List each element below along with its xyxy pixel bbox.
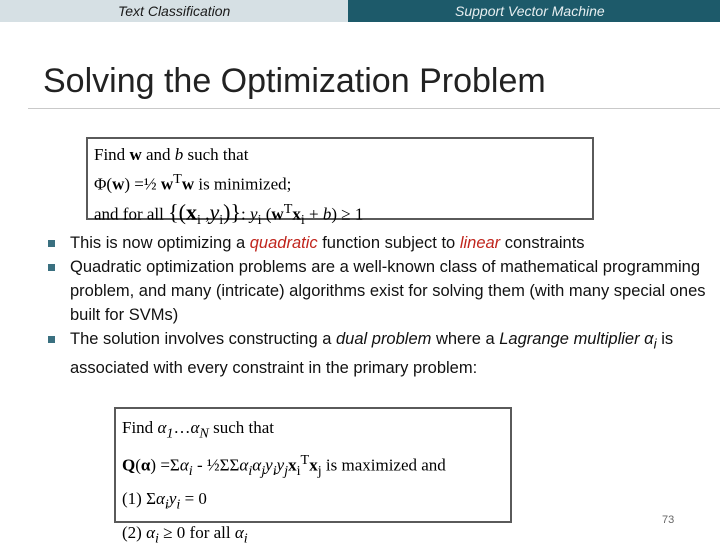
- primal-text: ) ≥ 1: [331, 204, 364, 224]
- dual-alpha: α: [252, 456, 262, 476]
- dual-text: Find: [122, 418, 158, 437]
- dual-line-2: [122, 447, 510, 485]
- bullet-item-dual-problem: [48, 327, 708, 380]
- dual-text: (: [135, 456, 141, 476]
- primal-sub: i: [257, 211, 262, 228]
- bullet-square-icon: [48, 264, 55, 271]
- dual-text: (2): [122, 522, 147, 542]
- primal-text: and for all: [94, 204, 169, 224]
- dual-sub: i: [188, 463, 193, 480]
- dual-sub: 1: [166, 425, 174, 442]
- dual-x: x: [288, 456, 297, 476]
- primal-line-1: [94, 143, 592, 167]
- dual-x: x: [309, 456, 318, 476]
- bullet-emphasis: linear: [459, 234, 501, 252]
- bullet-text: where a: [431, 330, 500, 348]
- dual-alpha: α: [140, 456, 151, 476]
- primal-b: b: [174, 145, 184, 164]
- dual-sub: i: [272, 463, 277, 480]
- bullet-text: This is now optimizing a: [70, 234, 250, 252]
- dual-line-4: [122, 519, 510, 552]
- dual-alpha: α: [239, 456, 249, 476]
- primal-text: Find: [94, 145, 130, 164]
- bullet-item-algorithms: [48, 255, 708, 327]
- dual-sub: i: [164, 496, 169, 513]
- dual-sub: N: [199, 425, 209, 442]
- dual-alpha: α: [155, 489, 165, 509]
- primal-text: (: [261, 204, 272, 224]
- dual-text: = 0: [180, 489, 207, 509]
- primal-y: y: [209, 199, 220, 225]
- slide-title: Solving the Optimization Problem: [43, 62, 546, 100]
- primal-w: w: [129, 145, 142, 164]
- dual-sub: i: [243, 530, 248, 547]
- dual-sub: i: [176, 496, 181, 513]
- primal-x: x: [292, 204, 301, 224]
- dual-alpha: α: [146, 522, 156, 542]
- dual-sub: i: [296, 463, 301, 480]
- primal-x: x: [186, 199, 197, 225]
- primal-transpose: T: [283, 200, 293, 217]
- dual-text: - ½ΣΣ: [192, 456, 240, 476]
- bullet-square-icon: [48, 336, 55, 343]
- bullet-text: is associated with every constraint in the primary problem:: [70, 330, 674, 378]
- primal-text: Φ(: [94, 174, 113, 194]
- primal-text: ) =½: [124, 174, 161, 194]
- dual-text: such that: [208, 418, 274, 437]
- primal-w: w: [181, 174, 195, 194]
- primal-y: y: [250, 204, 258, 224]
- primal-line-3: [94, 197, 592, 232]
- primal-text: and: [141, 145, 175, 164]
- dual-sub: j: [284, 463, 289, 480]
- primal-text: +: [304, 204, 323, 224]
- primal-sub: i: [219, 211, 224, 228]
- title-divider: [28, 108, 720, 109]
- dual-sub: j: [261, 463, 266, 480]
- dual-text: is maximized and: [321, 456, 446, 476]
- bullet-item-quadratic: [48, 231, 708, 255]
- dual-sub: j: [317, 463, 322, 480]
- dual-alpha: α: [190, 418, 200, 437]
- dual-y: y: [168, 489, 177, 509]
- dual-alpha: α: [234, 522, 244, 542]
- dual-y: y: [265, 456, 273, 476]
- dual-Q: Q: [122, 456, 136, 476]
- page-number: 73: [662, 514, 675, 526]
- bullet-italic: Lagrange multiplier α: [499, 330, 654, 348]
- dual-text: …: [173, 418, 191, 437]
- dual-line-1: [122, 414, 510, 447]
- bullet-square-icon: [48, 240, 55, 247]
- primal-w: w: [160, 174, 174, 194]
- primal-b: b: [322, 204, 332, 224]
- header-tab-support-vector-machine: [348, 0, 720, 22]
- dual-sub: i: [248, 463, 253, 480]
- header-bar: [0, 0, 720, 22]
- primal-text: is minimized;: [194, 174, 292, 194]
- bullet-list: [48, 231, 708, 380]
- primal-w: w: [271, 204, 284, 224]
- primal-w: w: [112, 174, 125, 194]
- dual-y: y: [276, 456, 285, 476]
- primal-problem-box: [86, 137, 594, 228]
- primal-sub: i: [197, 211, 201, 228]
- bullet-text: constraints: [500, 234, 585, 252]
- bullet-sub: i: [653, 336, 657, 352]
- primal-sub: i: [300, 211, 305, 228]
- dual-transpose: T: [300, 452, 310, 469]
- dual-problem-box: [114, 407, 512, 547]
- bullet-emphasis: quadratic: [249, 234, 318, 252]
- header-left-label: Text Classification: [118, 3, 231, 19]
- dual-alpha: α: [179, 456, 189, 476]
- primal-text: :: [241, 204, 251, 224]
- primal-transpose: T: [173, 171, 182, 187]
- bullet-italic: dual problem: [335, 330, 432, 348]
- primal-brace: {(: [168, 199, 186, 225]
- primal-text: such that: [183, 145, 249, 164]
- dual-line-3: [122, 485, 510, 518]
- primal-text: ,: [200, 204, 210, 224]
- bullet-text: The solution involves constructing a: [70, 330, 336, 348]
- header-tab-text-classification: [0, 0, 348, 22]
- dual-text: (1) Σ: [122, 489, 156, 509]
- primal-brace: )}: [223, 199, 242, 225]
- dual-alpha: α: [157, 418, 167, 437]
- primal-line-2: [94, 167, 592, 197]
- header-right-label: Support Vector Machine: [455, 3, 605, 19]
- bullet-text: function subject to: [317, 234, 460, 252]
- bullet-text: Quadratic optimization problems are a well-known class of mathematical programming problem, and many (intricate) algorithms exist for solving them (with many special ones built for SVMs): [70, 258, 706, 324]
- dual-text: ) =Σ: [150, 456, 180, 476]
- dual-sub: i: [155, 530, 159, 547]
- dual-text: ≥ 0 for all: [158, 522, 235, 542]
